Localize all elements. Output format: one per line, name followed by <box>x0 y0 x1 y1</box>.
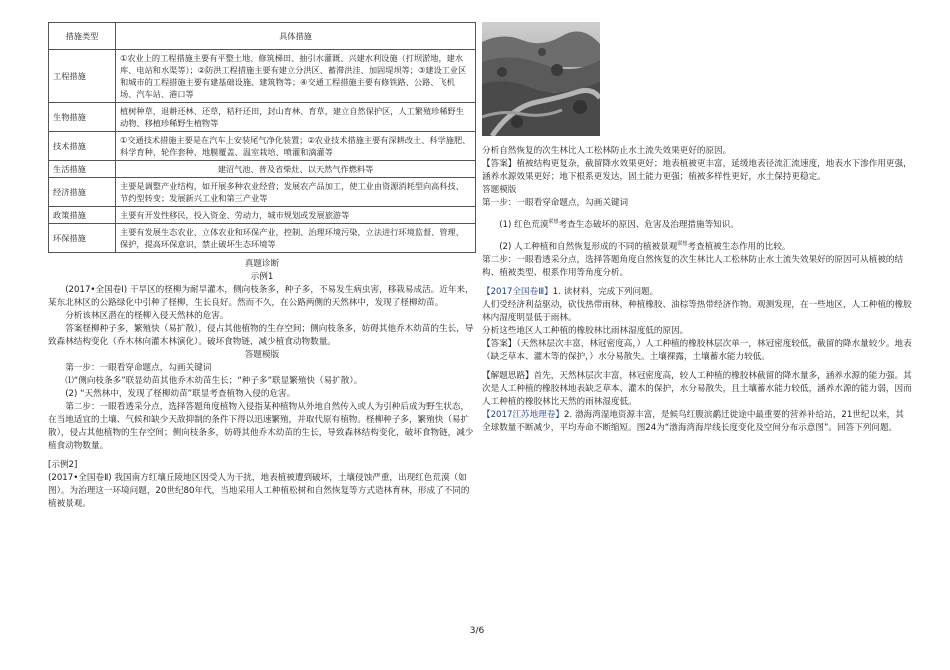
question3-line <box>482 286 912 299</box>
question2-ask: 分析自然恢复的次生林比人工松林防止水土流失效果更好的原因。 <box>482 146 732 156</box>
item1-sup: 联想 <box>548 219 559 225</box>
question1-text: (2017•全国卷Ⅰ) 干旱区的柽柳为耐旱灌木，侧向枝条多，种子多，不易发生病虫害，移栽易成活。近年来，某东北林区的公路绿化中引种了柽柳，生长良好。然而不久，在公路两侧的天然林中，发现了柽柳幼苗。 <box>48 285 474 308</box>
question4-source: 【2017江苏地理卷】 <box>482 409 565 420</box>
row-type: 环保措施 <box>49 224 116 253</box>
question3-answer: 【答案】（天然林层次丰富，林冠密度高，）人工种植的橡胶林层次单一，林冠密度较低，截留的降水量较少。地表（缺乏草本、灌木等的保护，）水分易散失。土壤裸露，土壤蓄水能力较低。 <box>482 338 912 362</box>
question4-text: 2. 渤海湾湿地资源丰富，是候鸟红腹滨鹬迁徙途中最重要的营养补给站，21世纪以来，其全球数量不断减少，平均寿命不断缩短。图24为“渤海湾海岸线长度变化及空间分布示意图”。回答下列问题。 <box>482 409 904 433</box>
header-detail: 具体措施 <box>116 23 476 50</box>
question2-answer: 【答案】植被结构更复杂，截留降水效果更好；地表植被更丰富，延缓地表径流汇流速度，地表水下渗作用更强，涵养水源效果更好；地下根系更发达，固土能力更强；植被多样性更好，水土保持更稳定。 <box>482 159 912 182</box>
example2-title: [示例2] <box>48 460 78 470</box>
step1-item1: ⑴“侧向枝条多”联显幼苗其他乔木幼苗生长；“种子多”联显繁殖快（易扩散）。 <box>65 376 363 386</box>
row-type: 生活措施 <box>49 161 116 178</box>
header-type: 措施类型 <box>49 23 116 50</box>
right-column <box>482 22 912 435</box>
step1-item2: (2) “天然林中，发现了柽柳幼苗”联显考查植物入侵的危害。 <box>65 389 296 399</box>
question3-material: 人们受经济利益驱动，砍伐热带雨林，种植橡胶、油棕等热带经济作物。观测发现，在一些地区，人工种植的橡胶林内湿度明显低于雨林。 <box>482 299 912 323</box>
row-detail: 建沼气池、普及省柴灶、以天然气作燃料等 <box>116 161 476 178</box>
page-number: 3/6 <box>469 626 485 636</box>
row-detail: 主要有发展生态农业、立体农业和环保产业，控制、治理环境污染，立法进行环境监督、管理、保护，提高环保意识，禁止破坏生态环境等 <box>116 224 476 253</box>
table-row <box>49 50 476 103</box>
row-type: 经济措施 <box>49 178 116 207</box>
row-type: 政策措施 <box>49 207 116 224</box>
question3-source: 【2017全国卷Ⅲ】 <box>482 286 553 297</box>
question1-answer: 答案柽柳种子多，繁殖快（易扩散），侵占其他植物的生存空间；侧向枝条多，妨碍其他乔木幼苗的生长，导致森林结构变化（乔木林向灌木林演化）。破坏食物链，减少植食动物数量。 <box>48 324 474 347</box>
measures-table <box>48 22 476 253</box>
row-detail: 主要有开发性移民，投入资金、劳动力，城市规划或发展旅游等 <box>116 207 476 224</box>
row-detail: 主要是调整产业结构，如开展多种农业经营；发展农产品加工，使工业由资源消耗型向高科技、节约型转变；发展新兴工业和第三产业等 <box>116 178 476 207</box>
question3-ask: 分析这些地区人工种植的橡胶林比雨林湿度低的原因。 <box>482 325 689 336</box>
template-title: 答题模版 <box>482 185 517 195</box>
row-detail: 植树种草，退耕还林、还草，秸秆还田，封山育林、育草，建立自然保护区，人工繁殖珍稀野生动物、移植珍稀野生植物等 <box>116 103 476 132</box>
step1-item2 <box>482 238 912 254</box>
row-detail: ①交通技术措施主要是在汽车上安装尾气净化装置；②农业技术措施主要有深耕改土、科学施肥、科学育种、轮作套种、地膜覆盖、温室栽培、喷灌和滴灌等 <box>116 132 476 161</box>
question3-text: 1. 读材料，完成下列问题。 <box>552 286 659 297</box>
step2-text: 第二步：一眼看透采分点，选择答题角度自然恢复的次生林比人工松林防止水土流失效果好的原因可从植被的结构、植被类型、根系作用等角度分析。 <box>482 254 904 278</box>
table-row <box>49 224 476 253</box>
hillside-vegetation-photo <box>482 22 600 136</box>
table-row <box>49 103 476 132</box>
item1-rest: 考查生态破坏的原因、危害及治理措施等知识。 <box>558 219 739 230</box>
template-title: 答题模版 <box>244 350 280 360</box>
item1-lead: (1) 红色荒漠 <box>499 219 549 230</box>
question4-line <box>482 409 912 435</box>
row-type: 生物措施 <box>49 103 116 132</box>
table-header-row <box>49 23 476 50</box>
step1-heading: 第一步：一眼看穿命题点，勾画关键词 <box>65 363 212 373</box>
left-column <box>48 22 476 511</box>
question3-idea: 【解题思路】首先，天然林层次丰富，林冠密度高，较人工种植的橡胶林截留的降水量多，涵养水源的能力强。其次是人工种植的橡胶林地表缺乏草本、灌木的保护，水分易散失，且土壤蓄水能力较低，涵养水源的能力弱，因而人工种植的橡胶林比天然的雨林湿度低。 <box>482 370 912 407</box>
step1-item1 <box>482 216 912 232</box>
row-detail: ①农业上的工程措施主要有平整土地、修筑梯田、抽引水灌溉、兴建水利设施（打坝淤地，建水库、电站和水渠等）；②防洪工程措施主要有建立分洪区、蓄滞洪洼、加固堤坝等；③建设工业区和城市的工程措施主要有建基础设施、建筑物等；④交通工程措施主要有修铁路、公路、飞机场、汽车站、港口等 <box>116 50 476 103</box>
step2-text: 第二步：一眼看透采分点，选择答题角度植物入侵指某种植物从外地自然传入或人为引种后成为野生状态，在当地适宜的土壤、气候和缺少天敌抑制的条件下得以迅速繁殖，并取代原有植物。柽柳种子多，繁殖快（易扩散），侵占其他植物的生存空间；侧向枝条多，妨碍其他乔木幼苗的生长，导致森林结构变化，破坏食物链，减少植食动物数量。 <box>48 402 474 451</box>
item2-sup: 联想 <box>677 240 688 247</box>
table-row <box>49 132 476 161</box>
row-type: 工程措施 <box>49 50 116 103</box>
row-type: 技术措施 <box>49 132 116 161</box>
table-row <box>49 207 476 224</box>
table-row <box>49 161 476 178</box>
item2-rest: 考查植被生态作用的比较。 <box>687 241 791 252</box>
step1-heading: 第一步：一眼看穿命题点，勾画关键词 <box>482 198 629 208</box>
example1-title: 示例1 <box>250 272 274 282</box>
question2-text: (2017•全国卷Ⅱ) 我国南方红壤丘陵地区因受人为干扰，地表植被遭到破坏，土壤侵蚀严重，出现红色荒漠（如图）。为治理这一环境问题，20世纪80年代，当地采用人工种植松树和自然恢复等方式造林育林，形成了不同的植被景观。 <box>48 473 470 509</box>
section-title: 真题诊断 <box>244 259 280 269</box>
table-row <box>49 178 476 207</box>
question1-ask: 分析该林区潜在的柽柳入侵天然林的危害。 <box>65 311 229 321</box>
item2-lead: (2) 人工种植和自然恢复形成的不同的植被景观 <box>499 241 678 252</box>
